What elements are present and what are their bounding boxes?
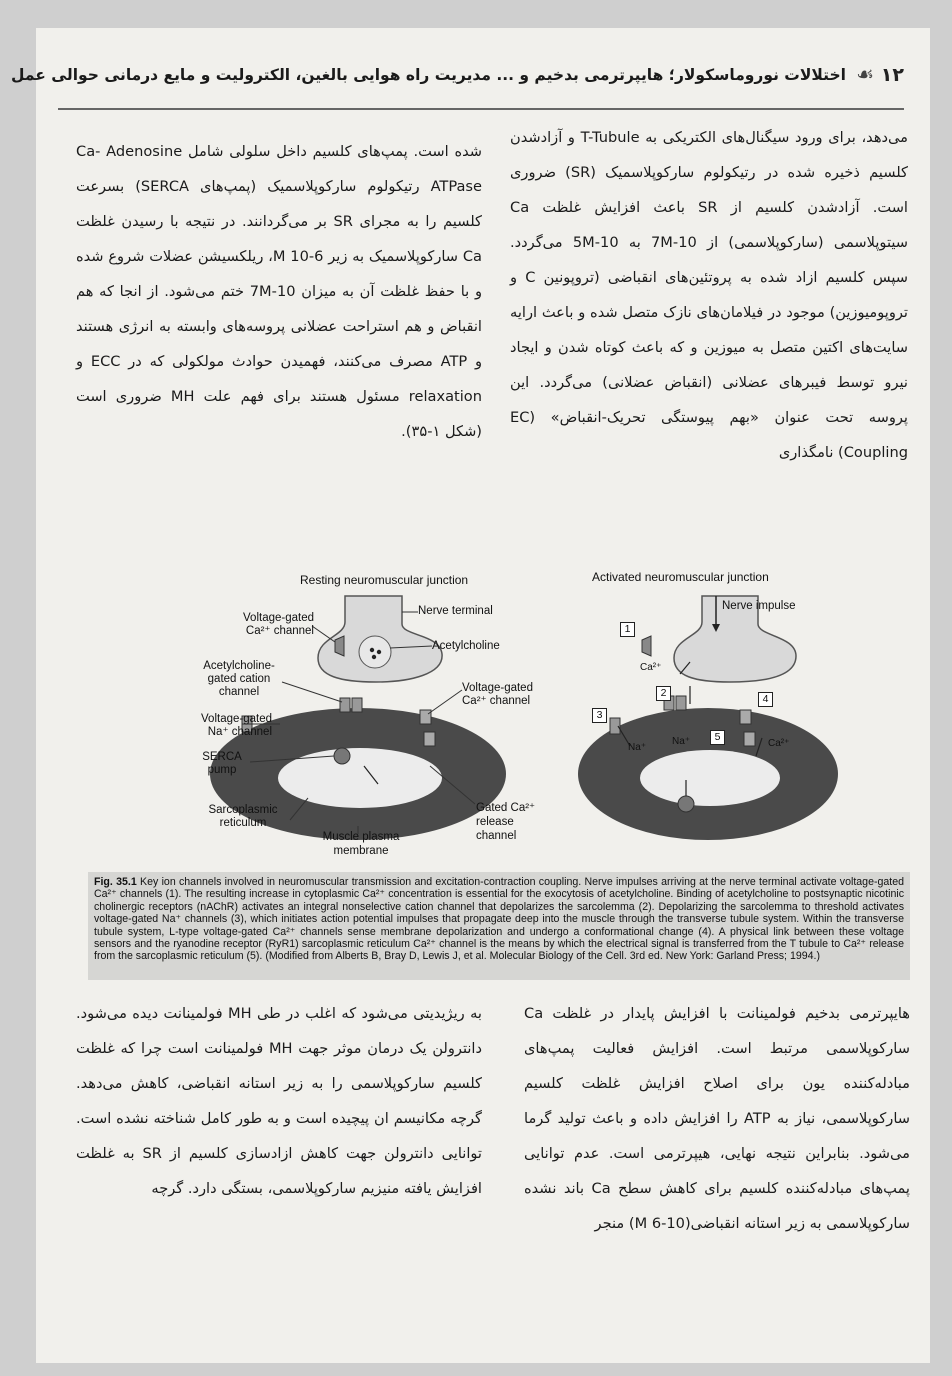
serca-pump-icon	[334, 748, 350, 764]
label-vg-cation-line1: Voltage-gated	[462, 682, 533, 694]
ion-ca-2: Ca²⁺	[768, 738, 790, 749]
left-panel-title: Resting neuromuscular junction	[300, 573, 469, 587]
ion-ca-1: Ca²⁺	[640, 662, 662, 673]
vg-ca-channel-icon	[335, 636, 344, 656]
header-title: اختلالات نوروماسکولار؛ هایپرترمی بدخیم و ... مدیریت راه هوایی بالغین، الکترولیت و مایع درمانی حوالی عمل	[11, 66, 846, 84]
paragraph: شده است. پمپ‌های کلسیم داخل سلولی شامل Ca- Adenosine ATPase رتیکولوم سارکوپلاسمیک (پمپ‌های SERCA) بسرعت کلسیم را به مجرای SR بر می‌گردانند. در نتیجه با رسیدن غلظت Ca سارکوپلاسمیک به زیر M 10-6، ریلکسیشن عضلات شروع شده و با حفظ غلظت آن به میزان 10-7M ختم می‌شود. از انجا که هم انقباض و هم استراحت عضلانی پروسه‌های وابسته به انرژی هستند و ATP مصرف می‌کنند، فهمیدن حوادث مولکولی که در ECC و relaxation مسئول هستند برای فهم علت MH ضروری است (شکل ۱-۳۵).	[76, 143, 483, 440]
right-panel-title: Activated neuromuscular junction	[592, 570, 769, 584]
column-top-right	[510, 120, 908, 470]
sarcoplasmic-reticulum	[278, 748, 442, 808]
label-vg-ca-channel-line2: Ca²⁺ channel	[245, 625, 314, 637]
column-bottom-left	[76, 996, 482, 1206]
label-acetylcholine: Acetylcholine	[432, 640, 500, 652]
label-sr-line2: reticulum	[219, 817, 267, 829]
label-vg-cation-line2: Ca²⁺ channel	[462, 695, 531, 707]
label-gated-line3: channel	[476, 830, 517, 842]
ion-na-2: Na⁺	[672, 736, 691, 747]
label-ach-gated-line2: gated cation	[207, 673, 271, 685]
vesicle	[359, 636, 391, 668]
step-3-marker: 3	[592, 708, 607, 723]
label-serca-line1: SERCA	[202, 751, 242, 763]
label-vg-ca-channel-line1: Voltage-gated	[243, 612, 314, 624]
caption-text: Key ion channels involved in neuromuscular transmission and excitation-contraction coupling. Nerve impulses arriving at the nerve terminal activate voltage-gated Ca²⁺ channels (1). The resulting increase in cytoplasmic Ca²⁺ concentration is essential for the exocytosis of acetylcholine. Binding of acetylcholine to postsynaptic nicotinic cholinergic receptors (nAChR) activates an integral nonselective cation channel that depolarizes the sarcolemma (2). Depolarizing the sarcolemma to threshold activates voltage-gated Na⁺ channels (3), which initiates action potential impulses that propagate deep into the muscle through the transverse tubule system. Within the transverse tubule system, L-type voltage-gated Ca²⁺ channels sense membrane depolarization and undergo a conformational change (4). A physical link between these voltage sensors and the ryanodine receptor (RyR1) sarcoplasmic reticulum Ca²⁺ channel is the means by which the electrical signal is transferred from the T tubule to Ca²⁺ release from the sarcoplasmic reticulum (5).	[94, 876, 904, 963]
caption-label: Fig. 35.1	[94, 876, 137, 888]
chapter-logo-icon: ☙	[856, 62, 874, 86]
column-top-left	[76, 134, 482, 449]
paragraph: هایپرترمی بدخیم فولمینانت با افزایش پایدار در غلظت Ca سارکوپلاسمی مرتبط است. افزایش فعالیت پمپ‌های مبادله‌کننده یون برای اصلاح افزایش غلظت کلسیم سارکوپلاسمی، نیاز به ATP را افزایش داده و باعث تولید گرما می‌شود. بنابراین نتیجه نهایی، هیپرترمی است. عدم توانایی پمپ‌های مبادله‌کننده کلسیم برای کاهش سطح Ca باند نشده سارکوپلاسمی به زیر استانه انقباضی(10-6 M) منجر	[524, 1005, 911, 1232]
label-ach-gated-line3: channel	[218, 686, 260, 698]
column-bottom-right	[524, 996, 910, 1241]
label-mpm-line2: membrane	[333, 845, 389, 857]
caption-citation: (Modified from Alberts B, Bray D, Lewis J, et al. Molecular Biology of the Cell. 3rd ed. New York: Garland Press; 1994.)	[265, 950, 820, 963]
label-vg-na-line2: Na⁺ channel	[207, 726, 272, 738]
label-ach-gated-line1: Acetylcholine-	[203, 660, 275, 672]
label-mpm-line1: Muscle plasma	[322, 831, 400, 843]
paragraph: به ریژیدیتی می‌شود که اغلب در طی MH فولمینانت دیده می‌شود. دانترولن یک درمان موثر جهت MH فولمینانت است چرا که غلظت کلسیم سارکوپلاسمی را به زیر استانه انقباضی، کاهش می‌دهد. گرچه مکانیسم ان پیچیده است و به طور کامل شناخته نشده است. توانایی دانترولن جهت کاهش ازادسازی کلسیم از SR به غلظت افزایش یافته منیزیم سارکوپلاسمی، بستگی دارد. گرچه	[76, 1005, 482, 1197]
running-header	[11, 56, 904, 110]
label-gated-line2: release	[476, 816, 514, 828]
figure-35-1	[90, 566, 910, 872]
step-2-marker: 2	[656, 686, 671, 701]
ion-na-1: Na⁺	[628, 742, 647, 753]
step-1-marker: 1	[620, 622, 635, 637]
step-5-marker: 5	[710, 730, 725, 745]
page-number: ١٢	[880, 64, 904, 86]
figure-caption	[88, 872, 910, 980]
activated-junction	[578, 596, 838, 840]
label-serca-line2: pump	[207, 764, 237, 776]
paragraph: می‌دهد، برای ورود سیگنال‌های الکتریکی به T-Tubule و آزادشدن کلسیم ذخیره شده در رتیکولوم سارکوپلاسمیک (SR) ضروری است. آزادشدن کلسیم از SR باعث افزایش غلظت Ca سیتوپلاسمی (سارکوپلاسمی) از 10-7M به 10-5M می‌گردد. سپس کلسیم ازاد شده به پروتئین‌های انقباضی (تروپونین C و تروپومیوزین) موجود در فیلامان‌های نازک متصل شده و باعث ارایه سایت‌های اکتین متصل به میوزین و که باعث کوتاه شدن و ایجاد نیرو توسط فیبرهای عضلانی (انقباض عضلانی) می‌گردد. این پروسه تحت عنوان «بهم پیوستگی تحریک-انقباض» (EC Coupling) نامگذاری	[510, 129, 909, 461]
label-gated-line1: Gated Ca²⁺	[476, 802, 536, 814]
label-sr-line1: Sarcoplasmic	[208, 804, 278, 816]
label-nerve-impulse: Nerve impulse	[722, 600, 796, 612]
step-4-marker: 4	[758, 692, 773, 707]
label-nerve-terminal: Nerve terminal	[418, 605, 493, 617]
label-vg-na-line1: Voltage-gated	[201, 713, 272, 725]
